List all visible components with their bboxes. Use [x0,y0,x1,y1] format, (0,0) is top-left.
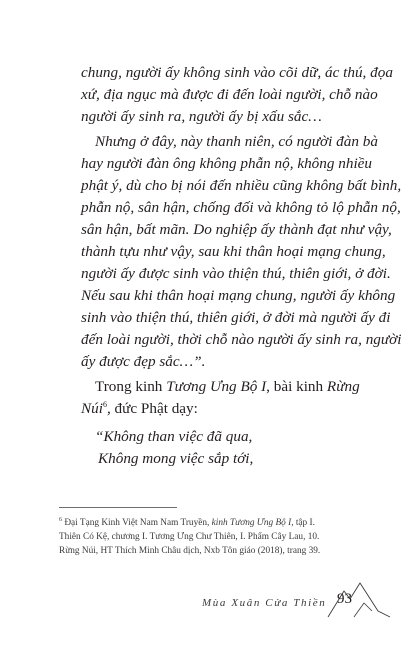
body-line: Nếu sau khi thân hoại mạng chung, người ấy không [81,287,396,304]
footnote-line: Rừng Núi, HT Thích Minh Châu dịch, Nxb Tôn giáo (2018), trang 39. [59,546,321,556]
ref-sutta-title: Núi [81,400,103,417]
footnote-ref-marker: 6 [102,399,107,409]
body-line: người ấy sinh ra, người ấy bị xấu sắc… [81,108,322,125]
body-line: người ấy được sinh vào thiện thú, thiên giới, ở đời. [81,265,391,282]
ref-text: , đức Phật dạy: [106,400,198,417]
footnote-marker: 6 [59,516,62,523]
footnote-line: Thiên Có Kệ, chương I. Tương Ưng Chư Thiên, I. Phẩm Cây Lau, 10. [59,532,320,542]
body-line: chung, người ấy không sinh vào cõi dữ, ác thú, đọa [81,64,393,81]
body-line: sinh vào thiện thú, thiên giới, ở đời mà người ấy đi [81,309,391,326]
ref-text: , bài kinh [266,378,327,395]
ref-text: Trong kinh [95,378,167,395]
body-line: phẫn nộ, sân hận, chống đối và không tỏ lộ phẫn nộ, [81,199,401,216]
footnote-divider [59,507,177,508]
body-line: Nhưng ở đây, này thanh niên, có người đàn bà [95,133,378,150]
running-footer-title: Mùa Xuân Cửa Thiền [202,597,327,609]
body-line: thành tựu như vậy, sau khi thân hoại mạng chung, [81,243,386,260]
body-line: ấy được đẹp sắc…”. [81,353,206,370]
footnote-line: $^6$ Đại Tạng Kinh Việt Nam Nam Truyền, kinh Tương Ưng Bộ I, tập I. [59,516,315,528]
reference-line [81,398,370,420]
body-line: hay người đàn ông không phẫn nộ, không nhiều [81,155,372,172]
ref-sutta-title: Rừng [326,378,360,395]
mountain-icon [324,577,394,619]
body-line: sân hận, bất mãn. Do nghiệp ấy thành đạt như vậy, [81,221,392,238]
body-line: đến loài người, thời chỗ nào người ấy sinh ra, người [81,331,402,348]
reference-line [95,376,384,398]
body-line: phật ý, dù cho bị nói đến nhiều cũng không bất bình, [81,177,402,194]
ref-book-title: Tương Ưng Bộ I [166,378,267,395]
verse-line: Không mong việc sắp tới, [98,450,254,467]
body-line: xứ, địa ngục mà được đi đến loài người, chỗ nào [81,86,378,103]
verse-line: “Không than việc đã qua, [95,428,253,445]
page-number: 93 [337,591,352,607]
